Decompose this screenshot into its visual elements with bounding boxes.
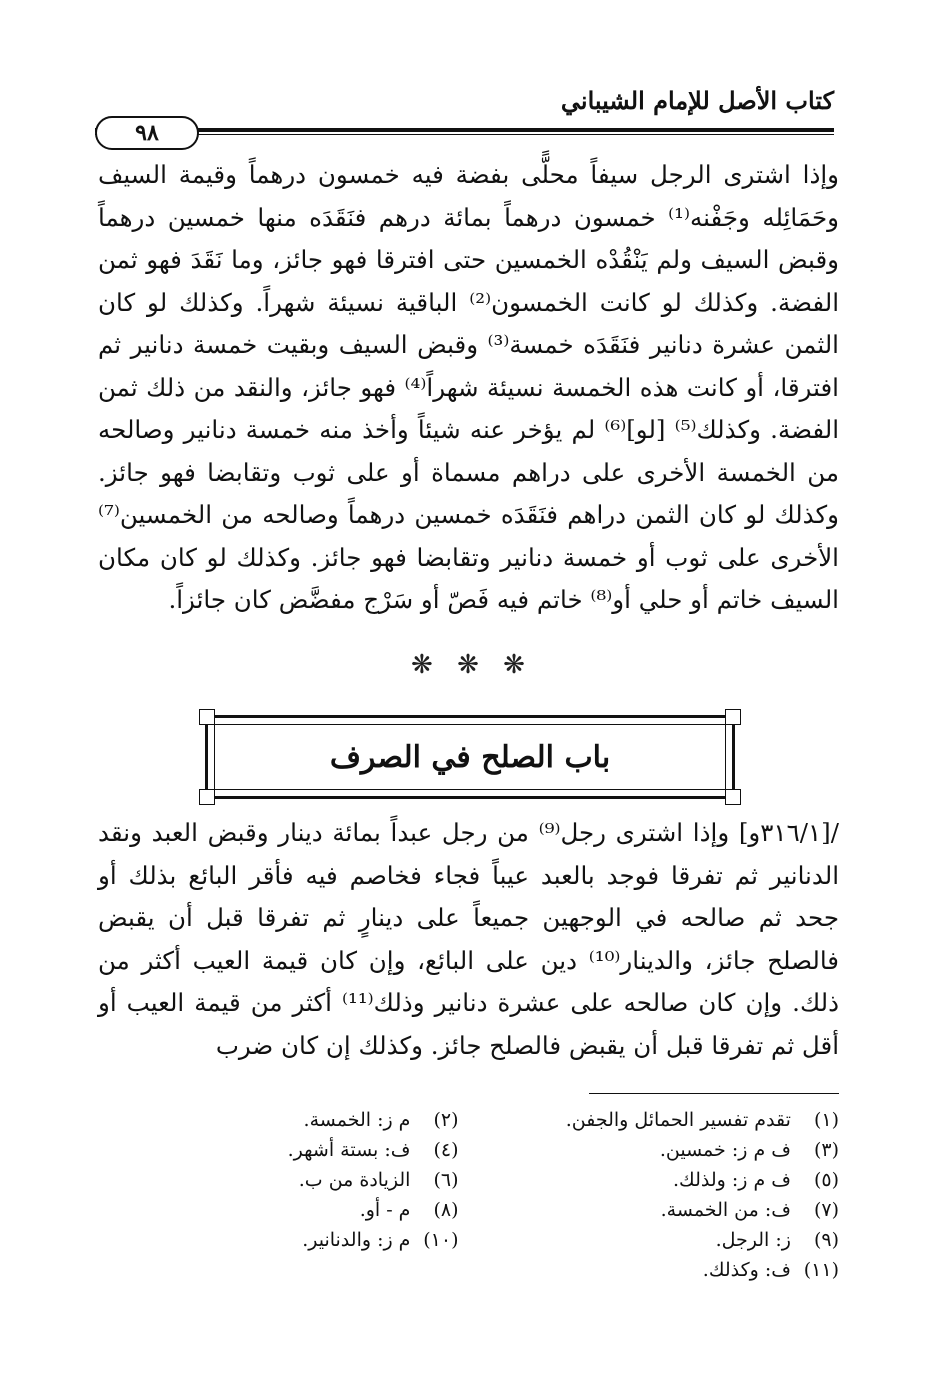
footnote-item <box>98 1105 459 1135</box>
section-ornament: ❋ ❋ ❋ <box>411 650 533 680</box>
footnote-number: (٢) <box>433 1109 459 1131</box>
footnote-text: تقدم تفسير الحمائل والجفن. <box>565 1109 791 1131</box>
footnote-item <box>98 1165 459 1195</box>
paragraph-main-2 <box>98 812 839 1072</box>
frame-corner-ornament <box>725 709 741 725</box>
header-rule-thin <box>95 134 834 135</box>
frame-corner-ornament <box>725 789 741 805</box>
footnote-number: (١) <box>813 1109 839 1131</box>
footnote-number: (١٠) <box>423 1229 459 1251</box>
footnote-separator <box>589 1093 839 1094</box>
footnote-text: ف: وكذلك. <box>702 1259 791 1281</box>
frame-corner-ornament <box>199 789 215 805</box>
footnote-number: (٥) <box>813 1169 839 1191</box>
footnote-text: الزيادة من ب. <box>298 1169 411 1191</box>
footnote-item <box>479 1195 840 1225</box>
paragraph-text: وإذا اشترى الرجل سيفاً محلًّى بفضة فيه خمسون درهماً وقيمة السيف وحَمَائِله وجَفْنه⁽¹⁾ خمسون درهماً بمائة درهم فنَقَدَه منها خمسين درهماً وقبض السيف ولم يَنْقُدْه الخمسين حتى افترقا فهو جائز، وما نَقَدَ فهو ثمن الفضة. وكذلك لو كانت الخمسون⁽²⁾ الباقية نسيئة شهراً. وكذلك لو كان الثمن عشرة دنانير فنَقَدَه خمسة⁽³⁾ وقبض السيف وبقيت خمسة دنانير ثم افترقا، أو كانت هذه الخمسة نسيئة شهراً⁽⁴⁾ فهو جائز، والنقد من ذلك ثمن الفضة. وكذلك⁽⁵⁾ [لو]⁽⁶⁾ لم يؤخر عنه شيئاً وأخذ منه خمسة دنانير وصالحه من الخمسة الأخرى على دراهم مسماة أو على ثوب وتقابضا فهو جائز. وكذلك لو كان الثمن دراهم فنَقَدَه خمسين درهماً وصالحه من الخمسين⁽⁷⁾ الأخرى على ثوب أو خمسة دنانير وتقابضا فهو جائز. وكذلك لو كان مكان السيف خاتم أو حلي أو⁽⁸⁾ خاتم فيه فَصّ أو سَرْج مفضَّض كان جائزاً. <box>98 160 840 614</box>
footnote-number: (٩) <box>813 1229 839 1251</box>
running-header <box>95 70 834 146</box>
footnote-text: ف م ز: خمسين. <box>659 1139 791 1161</box>
frame-corner-ornament <box>199 709 215 725</box>
footnote-text: م ز: الخمسة. <box>303 1109 411 1131</box>
footnote-number: (٧) <box>813 1199 839 1221</box>
footnote-text: م - أو. <box>359 1199 411 1221</box>
chapter-frame-inner <box>214 724 726 790</box>
footnote-item <box>479 1255 840 1285</box>
footnote-number: (٦) <box>433 1169 459 1191</box>
footnotes <box>98 1105 839 1285</box>
footnote-number: (٣) <box>813 1139 839 1161</box>
footnote-item <box>98 1195 459 1225</box>
footnote-number: (٨) <box>433 1199 459 1221</box>
chapter-title: باب الصلح في الصرف <box>329 739 611 775</box>
chapter-title-frame <box>205 715 735 799</box>
book-title: كتاب الأصل للإمام الشيباني <box>560 86 834 115</box>
footnote-item <box>479 1225 840 1255</box>
footnote-item <box>479 1135 840 1165</box>
footnote-number: (٤) <box>433 1139 459 1161</box>
footnote-item <box>98 1225 459 1255</box>
footnote-text: ف: بستة أشهر. <box>287 1139 411 1161</box>
footnote-text: م ز: والدنانير. <box>302 1229 411 1251</box>
footnote-number: (١١) <box>803 1259 839 1281</box>
page-number: ٩٨ <box>95 116 199 150</box>
footnote-text: ف م ز: ولذلك. <box>673 1169 791 1191</box>
paragraph-main-1 <box>98 154 839 624</box>
footnote-text: ز: الرجل. <box>715 1229 791 1251</box>
paragraph-text: /[٣١٦/١و] وإذا اشترى رجل⁽⁹⁾ من رجل عبداً بمائة دينار وقبض العبد ونقد الدنانير ثم تفرقا فوجد بالعبد عيباً فجاء فخاصم فيه فأقر البائع بذلك أو جحد ثم صالحه في الوجهين جميعاً على دينارٍ ثم تفرقا قبل أن يقبض فالصلح جائز، والدينار⁽¹⁰⁾ دين على البائع، وإن كان قيمة العيب أكثر من ذلك. وإن كان صالحه على عشرة دنانير وذلك⁽¹¹⁾ أكثر من قيمة العيب أو أقل ثم تفرقا قبل أن يقبض فالصلح جائز. وكذلك إن كان ضرب <box>98 818 839 1060</box>
footnote-item <box>98 1135 459 1165</box>
footnote-item <box>479 1165 840 1195</box>
footnote-text: ف: من الخمسة. <box>660 1199 791 1221</box>
header-rule-thick <box>95 128 834 132</box>
footnote-item <box>479 1105 840 1135</box>
